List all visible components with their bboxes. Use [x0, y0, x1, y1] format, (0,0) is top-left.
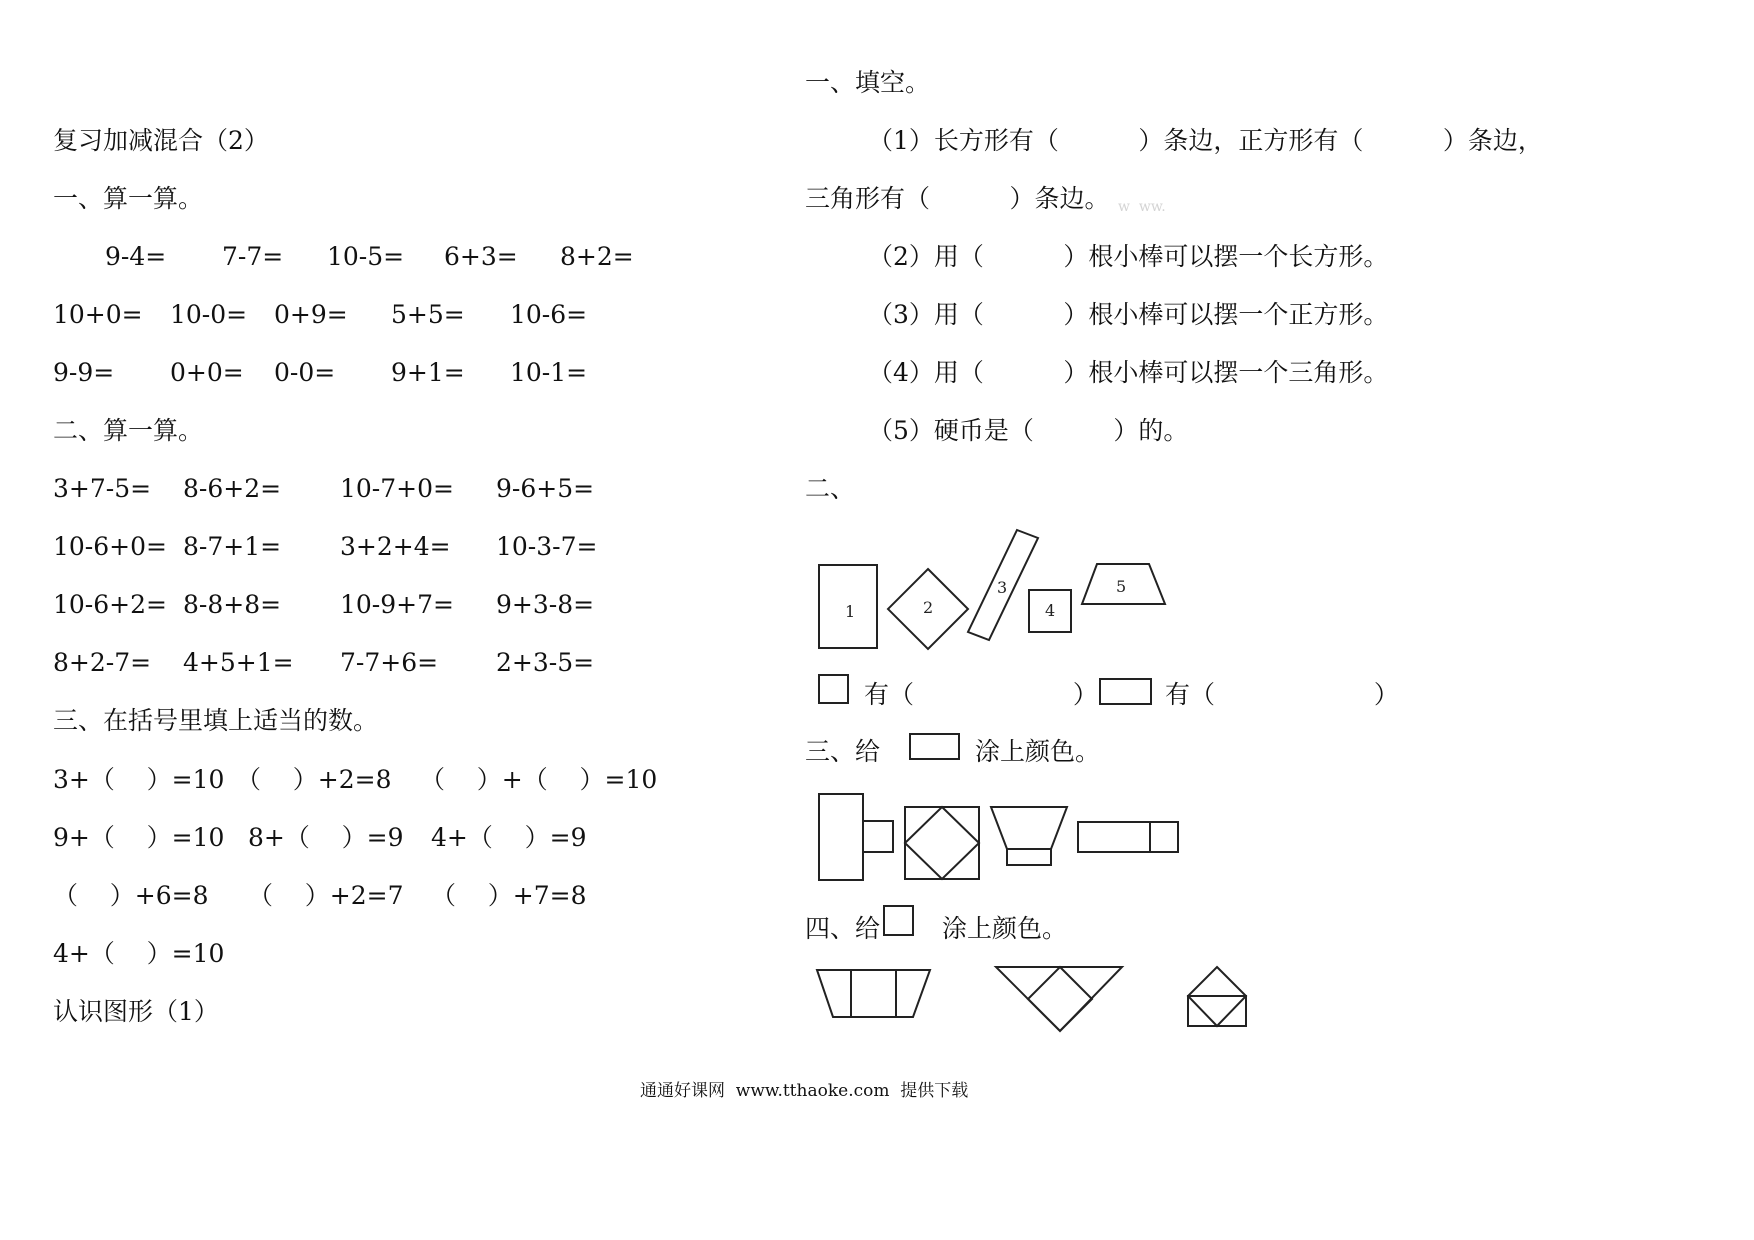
exercise-item: 10-9+7= — [340, 590, 454, 619]
exercise-item: 10-0= — [170, 300, 248, 329]
section-heading: 三、给 — [805, 737, 881, 766]
exercise-item: 2+3-5= — [496, 648, 595, 677]
exercise-item: 8+2-7= — [53, 648, 152, 677]
exercise-item: 8+2= — [560, 242, 634, 271]
rectangle-icon — [1099, 678, 1153, 706]
fill-blank-item: （ ）+2=8 — [236, 765, 392, 794]
exercise-item: 3+2+4= — [340, 532, 451, 561]
exercise-item: 5+5= — [391, 300, 465, 329]
exercise-item: 9-4= — [105, 242, 167, 271]
exercise-item: 4+5+1= — [183, 648, 294, 677]
exercise-item: 7-7+6= — [340, 648, 439, 677]
exercise-item: 8-7+1= — [183, 532, 282, 561]
shape-number-label: 1 — [845, 602, 856, 621]
exercise-item: 3+7-5= — [53, 474, 152, 503]
exercise-item: 0-0= — [274, 358, 336, 387]
exercise-item: 10-6+2= — [53, 590, 167, 619]
watermark-text: w ww. — [1118, 199, 1166, 215]
question-line: （5）硬币是（ ）的。 — [868, 416, 1189, 445]
exercise-item: 9-6+5= — [496, 474, 595, 503]
exercise-item: 0+9= — [274, 300, 348, 329]
shape-number-label: 4 — [1045, 601, 1056, 620]
question-line: （3）用（ ）根小棒可以摆一个正方形。 — [868, 300, 1389, 329]
exercise-item: 10+0= — [53, 300, 143, 329]
question-line: （4）用（ ）根小棒可以摆一个三角形。 — [868, 358, 1389, 387]
shape-number-label: 3 — [997, 578, 1008, 597]
worksheet-title: 复习加减混合（2） — [53, 126, 269, 155]
section-heading: 四、给 — [805, 914, 881, 943]
exercise-item: 10-5= — [327, 242, 405, 271]
shape-number-label: 5 — [1116, 577, 1127, 596]
section-heading: 二、算一算。 — [53, 416, 204, 445]
exercise-item: 6+3= — [444, 242, 518, 271]
exercise-item: 9+3-8= — [496, 590, 595, 619]
exercise-item: 10-1= — [510, 358, 588, 387]
exercise-item: 9-9= — [53, 358, 115, 387]
question-line: （1）长方形有（ ）条边，正方形有（ ）条边， — [868, 126, 1543, 155]
fill-blank-item: （ ）+2=7 — [248, 881, 404, 910]
fill-blank-item: 8+（ ）=9 — [248, 823, 404, 852]
fill-blank-item: 9+（ ）=10 — [53, 823, 225, 852]
exercise-item: 10-6+0= — [53, 532, 167, 561]
fill-blank-item: （ ）+6=8 — [53, 881, 209, 910]
section-heading: 一、填空。 — [805, 68, 931, 97]
question-line: （2）用（ ）根小棒可以摆一个长方形。 — [868, 242, 1389, 271]
exercise-item: 10-3-7= — [496, 532, 598, 561]
fill-blank-item: （ ）+（ ）=10 — [420, 765, 658, 794]
section-heading: 一、算一算。 — [53, 184, 204, 213]
section-heading-tail: 涂上颜色。 — [942, 914, 1068, 943]
square-icon — [818, 674, 850, 706]
footer-credit: 通通好课网 www.tthaoke.com 提供下载 — [640, 1081, 969, 1101]
exercise-item: 10-6= — [510, 300, 588, 329]
section-heading: 三、在括号里填上适当的数。 — [53, 706, 379, 735]
answer-line: 有（ ） — [1165, 680, 1399, 709]
shape-number-label: 2 — [923, 598, 934, 617]
fill-blank-item: 4+（ ）=9 — [431, 823, 587, 852]
section-heading: 二、 — [805, 474, 856, 503]
exercise-item: 8-8+8= — [183, 590, 282, 619]
question-line: 三角形有（ ）条边。 — [805, 184, 1110, 213]
fill-blank-item: （ ）+7=8 — [431, 881, 587, 910]
fill-blank-item: 3+（ ）=10 — [53, 765, 225, 794]
fill-blank-item: 4+（ ）=10 — [53, 939, 225, 968]
exercise-item: 7-7= — [222, 242, 284, 271]
shapes-figure — [805, 520, 1185, 660]
shapes-figure — [805, 960, 1255, 1040]
rectangle-icon — [909, 733, 961, 761]
answer-line: 有（ ） — [864, 680, 1098, 709]
exercise-item: 8-6+2= — [183, 474, 282, 503]
exercise-item: 10-7+0= — [340, 474, 454, 503]
shapes-figure — [805, 785, 1190, 890]
exercise-item: 9+1= — [391, 358, 465, 387]
section-heading-tail: 涂上颜色。 — [975, 737, 1101, 766]
worksheet-title: 认识图形（1） — [53, 997, 219, 1026]
exercise-item: 0+0= — [170, 358, 244, 387]
square-icon — [883, 905, 915, 937]
